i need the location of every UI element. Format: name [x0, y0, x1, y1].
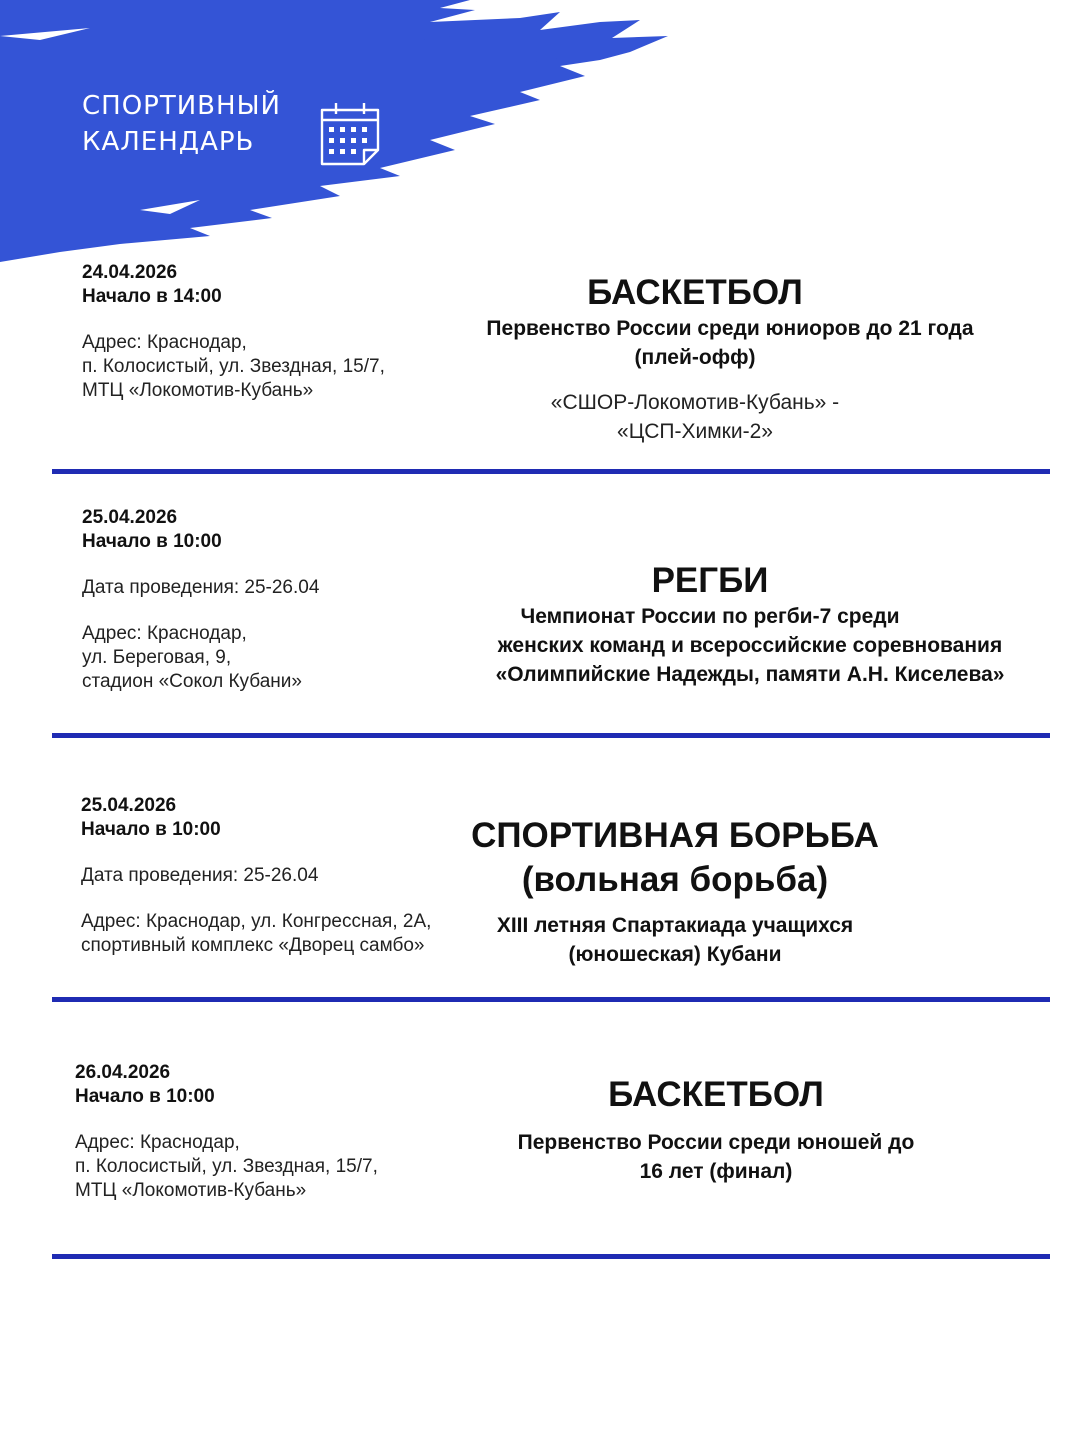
event-2-details	[82, 506, 319, 694]
event-sport: РЕГБИ	[651, 561, 769, 600]
event-1-details	[82, 261, 385, 403]
event-address: Адрес: Краснодар, ул. Береговая, 9, стадион «Сокол Кубани»	[82, 623, 302, 692]
event-4-details	[75, 1061, 378, 1203]
event-address: Адрес: Краснодар, ул. Конгрессная, 2А, спортивный комплекс «Дворец самбо»	[81, 911, 432, 956]
event-divider	[52, 733, 1050, 738]
header-title-line2: КАЛЕНДАРЬ	[82, 127, 255, 157]
event-date: 24.04.2026	[82, 262, 178, 283]
event-address: Адрес: Краснодар, п. Колосистый, ул. Звездная, 15/7, МТЦ «Локомотив-Кубань»	[75, 1132, 378, 1201]
event-competition: Чемпионат России по регби-7 среди женских команд и всероссийские соревнования «Олимпийские Надежды, памяти А.Н. Киселева»	[495, 605, 1005, 686]
event-start-time: Начало в 10:00	[75, 1086, 215, 1107]
event-date: 25.04.2026	[81, 795, 177, 816]
event-competition: Первенство России среди юношей до 16 лет (финал)	[517, 1131, 915, 1183]
event-start-time: Начало в 10:00	[81, 819, 221, 840]
event-2-title	[440, 560, 1060, 689]
event-start-time: Начало в 10:00	[82, 531, 222, 552]
event-period: Дата проведения: 25-26.04	[81, 865, 319, 886]
event-competition: XIII летняя Спартакиада учащихся (юношеская) Кубани	[496, 914, 854, 966]
event-date: 25.04.2026	[82, 507, 178, 528]
event-3-title	[430, 815, 1040, 969]
event-competition: Первенство России среди юниоров до 21 года (плей-офф)	[486, 317, 974, 369]
event-divider	[52, 469, 1050, 474]
header-title-line1: СПОРТИВНЫЙ	[82, 91, 281, 121]
event-divider	[52, 997, 1050, 1002]
event-sport: БАСКЕТБОЛ	[587, 273, 803, 312]
calendar-icon	[318, 100, 382, 166]
event-sport: СПОРТИВНАЯ БОРЬБА (вольная борьба)	[471, 816, 879, 899]
header-title	[82, 88, 281, 160]
event-start-time: Начало в 14:00	[82, 286, 222, 307]
event-date: 26.04.2026	[75, 1062, 171, 1083]
event-1-title	[420, 272, 1040, 446]
event-period: Дата проведения: 25-26.04	[82, 577, 320, 598]
event-4-title	[440, 1074, 1060, 1186]
event-sport: БАСКЕТБОЛ	[608, 1075, 824, 1114]
event-divider	[52, 1254, 1050, 1259]
event-address: Адрес: Краснодар, п. Колосистый, ул. Звездная, 15/7, МТЦ «Локомотив-Кубань»	[82, 332, 385, 401]
event-teams: «СШОР-Локомотив-Кубань» - «ЦСП-Химки-2»	[550, 391, 840, 443]
